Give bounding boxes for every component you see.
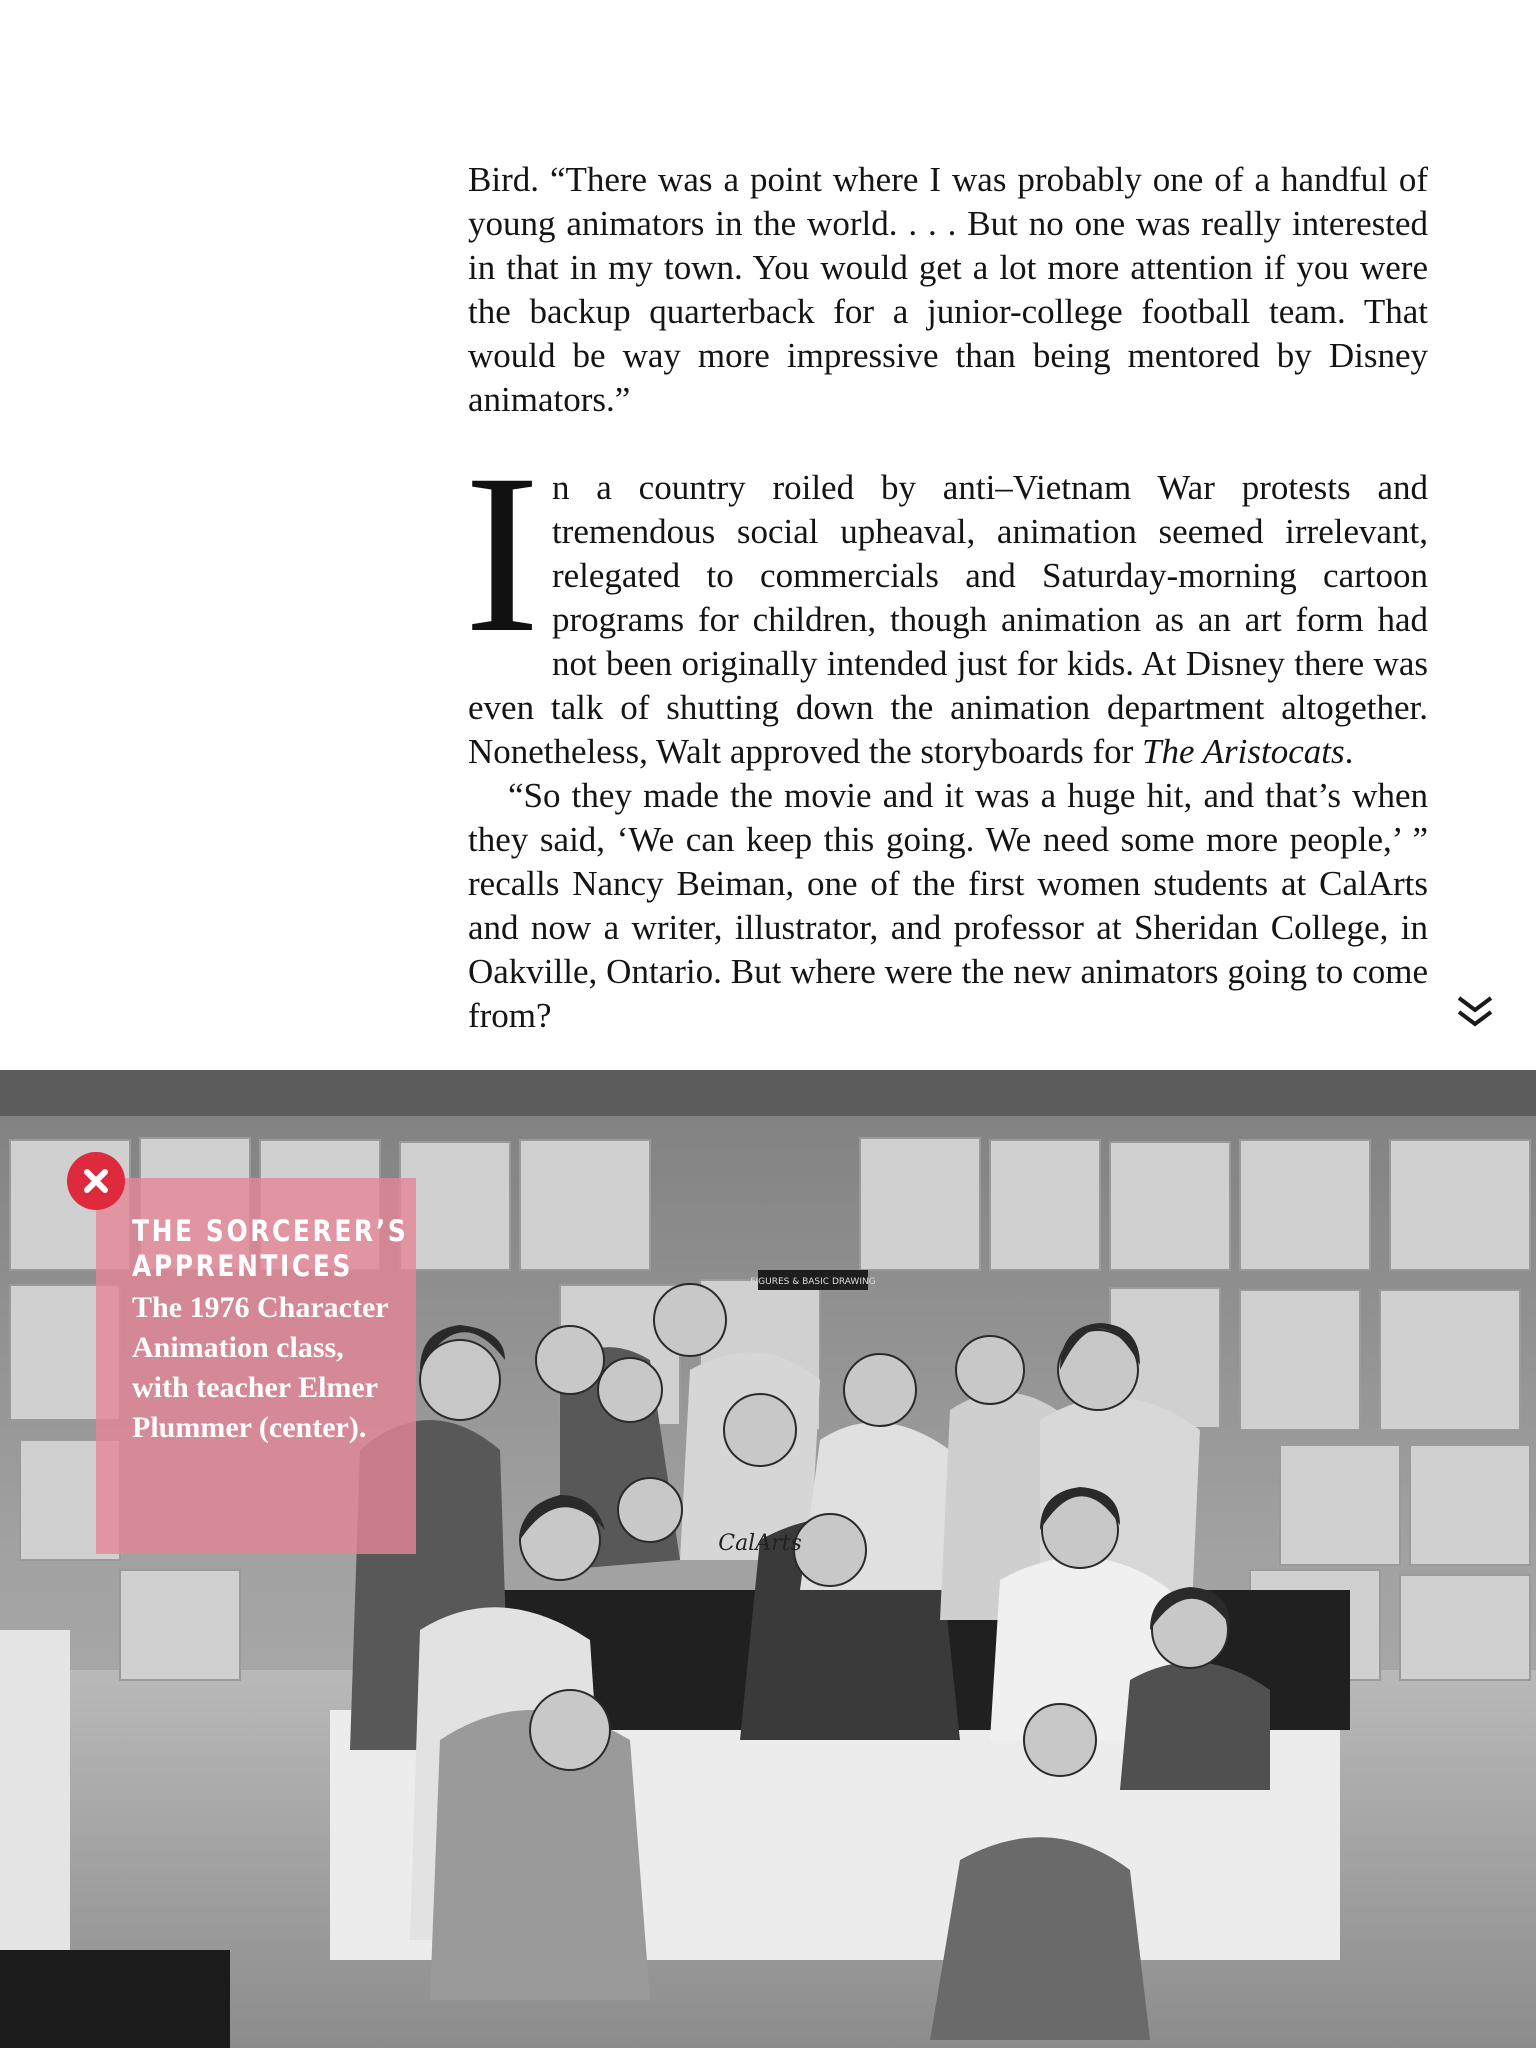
paragraph-1: Bird. “There was a point where I was probably one of a handful of young animators in the world. . . . But no one was really interested in that in my town. You would get a lot more attention if you were the backup quarterback for a junior-college football team. That would be way more impressive than being mentored by Disney animators.” xyxy=(468,160,1428,419)
film-title: The Aristocats xyxy=(1142,732,1345,771)
drop-cap: I xyxy=(464,428,540,680)
caption-text: The 1976 Character Animation class, with teacher Elmer Plummer (center). xyxy=(132,1291,389,1444)
paragraph-2-text: n a country roiled by anti–Vietnam War protests and tremendous social upheaval, animation seemed irrelevant, relegated to commercials and Saturday-morning cartoon programs for children, though animation as an art form had not been originally intended just for kids. At Disney there was even talk of shutting down the animation department altogether. Nonetheless, Walt approved the storyboards for xyxy=(468,468,1428,771)
article-body xyxy=(464,158,1428,1038)
close-caption-button[interactable] xyxy=(67,1152,125,1210)
caption-box xyxy=(96,1178,416,1554)
close-icon[interactable] xyxy=(67,1152,125,1210)
wall-sign-text: FIGURES & BASIC DRAWING xyxy=(750,1277,876,1287)
paragraph-3: “So they made the movie and it was a huge hit, and that’s when they said, ‘We can keep this going. We need some more people,’ ” recalls Nancy Beiman, one of the first women students at CalArts and now a writer, illustrator, and professor at Sheridan College, in Oakville, Ontario. But where were the new animators going to come from? xyxy=(468,776,1428,1035)
shirt-text: CalArts xyxy=(718,1531,802,1556)
paragraph-2 xyxy=(464,428,1428,774)
paragraph-2-end: . xyxy=(1344,732,1354,771)
caption-title: THE SORCERER’S APPRENTICES xyxy=(132,1214,409,1283)
double-chevron-down-icon[interactable] xyxy=(1454,992,1496,1032)
